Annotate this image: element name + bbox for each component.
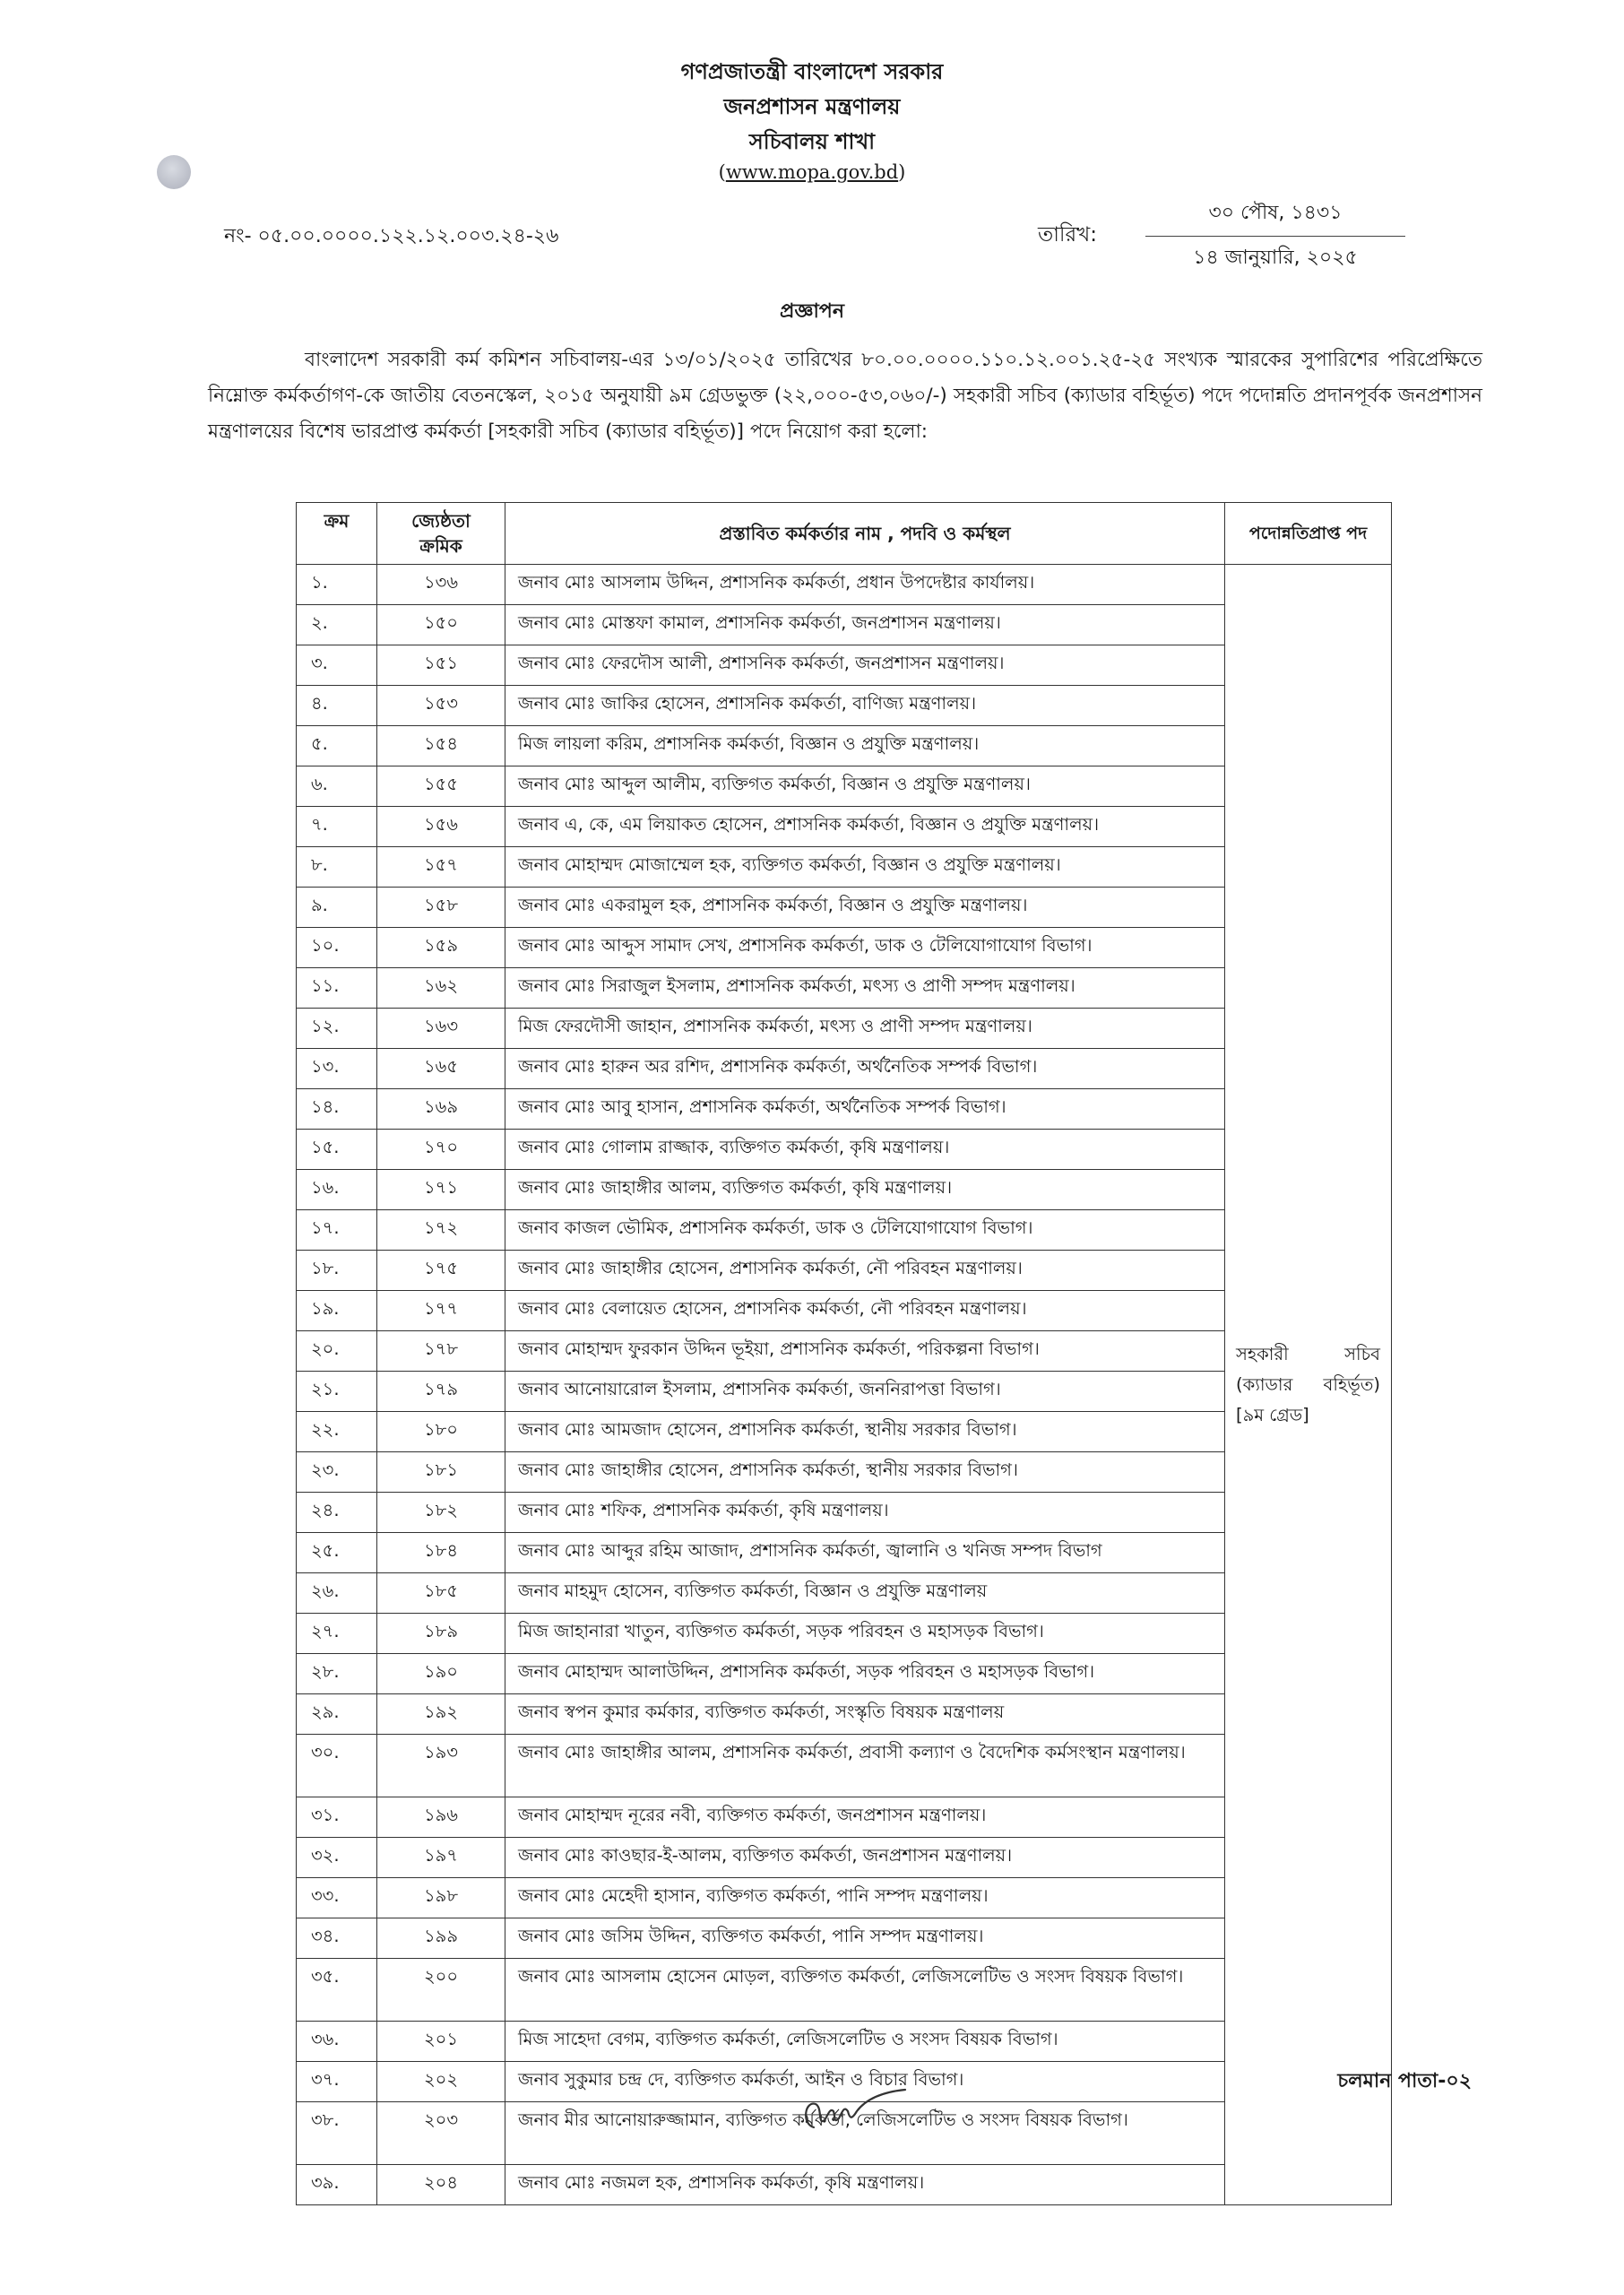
row-details: জনাব মোঃ একরামুল হক, প্রশাসনিক কর্মকর্তা, বিজ্ঞান ও প্রযুক্তি মন্ত্রণালয়। — [505, 888, 1225, 928]
row-seniority: ১৮৯ — [377, 1614, 505, 1654]
row-serial: ৮. — [297, 847, 377, 888]
row-serial: ৫. — [297, 726, 377, 766]
signature — [798, 2084, 914, 2138]
row-seniority: ১৭২ — [377, 1210, 505, 1251]
row-details: মিজ জাহানারা খাতুন, ব্যক্তিগত কর্মকর্তা, সড়ক পরিবহন ও মহাসড়ক বিভাগ। — [505, 1614, 1225, 1654]
row-seniority: ১৯২ — [377, 1694, 505, 1735]
row-details: জনাব মোঃ শফিক, প্রশাসনিক কর্মকর্তা, কৃষি মন্ত্রণালয়। — [505, 1493, 1225, 1533]
row-details: জনাব মাহমুদ হোসেন, ব্যক্তিগত কর্মকর্তা, বিজ্ঞান ও প্রযুক্তি মন্ত্রণালয় — [505, 1573, 1225, 1614]
row-seniority: ১৫৭ — [377, 847, 505, 888]
row-details: জনাব মোঃ আবু হাসান, প্রশাসনিক কর্মকর্তা, অর্থনৈতিক সম্পর্ক বিভাগ। — [505, 1089, 1225, 1130]
row-serial: ৩৩. — [297, 1878, 377, 1918]
row-details: জনাব মীর আনোয়ারুজ্জামান, ব্যক্তিগত কর্মকর্তা, লেজিসলেটিভ ও সংসদ বিষয়ক বিভাগ। — [505, 2102, 1225, 2165]
row-serial: ৯. — [297, 888, 377, 928]
row-serial: ১৭. — [297, 1210, 377, 1251]
row-serial: ৩৫. — [297, 1959, 377, 2022]
row-seniority: ১৮০ — [377, 1412, 505, 1452]
date-bangla: ৩০ পৌষ, ১৪৩১ — [1145, 197, 1405, 237]
row-seniority: ১৭১ — [377, 1170, 505, 1210]
row-seniority: ১৭৮ — [377, 1331, 505, 1372]
row-seniority: ১৮৪ — [377, 1533, 505, 1573]
row-serial: ৩৯. — [297, 2165, 377, 2205]
row-seniority: ১৫১ — [377, 645, 505, 686]
row-details: জনাব মোঃ নজমল হক, প্রশাসনিক কর্মকর্তা, কৃষি মন্ত্রণালয়। — [505, 2165, 1225, 2205]
row-details: জনাব এ, কে, এম লিয়াকত হোসেন, প্রশাসনিক কর্মকর্তা, বিজ্ঞান ও প্রযুক্তি মন্ত্রণালয়। — [505, 807, 1225, 847]
header-seniority: জ্যেষ্ঠতা ক্রমিক — [377, 503, 505, 565]
row-serial: ১৪. — [297, 1089, 377, 1130]
row-serial: ২২. — [297, 1412, 377, 1452]
row-serial: ৬. — [297, 766, 377, 807]
row-seniority: ২০০ — [377, 1959, 505, 2022]
row-serial: ২৯. — [297, 1694, 377, 1735]
row-details: জনাব কাজল ভৌমিক, প্রশাসনিক কর্মকর্তা, ডাক ও টেলিযোগাযোগ বিভাগ। — [505, 1210, 1225, 1251]
row-serial: ১৮. — [297, 1251, 377, 1291]
row-serial: ২৫. — [297, 1533, 377, 1573]
row-details: জনাব মোঃ আব্দুল আলীম, ব্যক্তিগত কর্মকর্তা, বিজ্ঞান ও প্রযুক্তি মন্ত্রণালয়। — [505, 766, 1225, 807]
notice-body: বাংলাদেশ সরকারী কর্ম কমিশন সচিবালয়-এর ১৩/০১/২০২৫ তারিখের ৮০.০০.০০০০.১১০.১২.০০১.২৫-২৫ সংখ্যক স্মারকের সুপারিশের পরিপ্রেক্ষিতে নিম্নোক্ত কর্মকর্তাগণ-কে জাতীয় বেতনস্কেল, ২০১৫ অনুযায়ী ৯ম গ্রেডভুক্ত (২২,০০০-৫৩,০৬০/-) সহকারী সচিব (ক্যাডার বহির্ভূত) পদে পদোন্নতি প্রদানপূর্বক জনপ্রশাসন মন্ত্রণালয়ের বিশেষ ভারপ্রাপ্ত কর্মকর্তা [সহকারী সচিব (ক্যাডার বহির্ভূত)] পদে নিয়োগ করা হলো: — [208, 349, 1482, 443]
notice-title: প্রজ্ঞাপন — [780, 300, 844, 323]
promotion-table — [296, 502, 1392, 2205]
row-seniority: ১৯৮ — [377, 1878, 505, 1918]
row-serial: ২. — [297, 605, 377, 645]
row-serial: ২৩. — [297, 1452, 377, 1493]
row-serial: ১১. — [297, 968, 377, 1009]
row-seniority: ১৬২ — [377, 968, 505, 1009]
row-seniority: ১৮২ — [377, 1493, 505, 1533]
header-serial: ক্রম — [297, 503, 377, 565]
row-details: মিজ লায়লা করিম, প্রশাসনিক কর্মকর্তা, বিজ্ঞান ও প্রযুক্তি মন্ত্রণালয়। — [505, 726, 1225, 766]
row-details: জনাব মোঃ আসলাম হোসেন মোড়ল, ব্যক্তিগত কর্মকর্তা, লেজিসলেটিভ ও সংসদ বিষয়ক বিভাগ। — [505, 1959, 1225, 2022]
row-details: জনাব মোঃ আব্দুর রহিম আজাদ, প্রশাসনিক কর্মকর্তা, জ্বালানি ও খনিজ সম্পদ বিভাগ — [505, 1533, 1225, 1573]
date-block — [1145, 197, 1405, 275]
row-details: জনাব মোঃ জাহাঙ্গীর আলম, ব্যক্তিগত কর্মকর্তা, কৃষি মন্ত্রণালয়। — [505, 1170, 1225, 1210]
row-details: জনাব সুকুমার চন্দ্র দে, ব্যক্তিগত কর্মকর্তা, আইন ও বিচার বিভাগ। — [505, 2062, 1225, 2102]
row-seniority: ১৬৫ — [377, 1049, 505, 1089]
table-row — [297, 565, 1392, 605]
ministry-title: জনপ্রশাসন মন্ত্রণালয় — [723, 94, 901, 119]
row-details: জনাব মোঃ হারুন অর রশিদ, প্রশাসনিক কর্মকর্তা, অর্থনৈতিক সম্পর্ক বিভাগ। — [505, 1049, 1225, 1089]
row-serial: ৭. — [297, 807, 377, 847]
row-serial: ৩১. — [297, 1797, 377, 1838]
row-details: জনাব মোঃ জাকির হোসেন, প্রশাসনিক কর্মকর্তা, বাণিজ্য মন্ত্রণালয়। — [505, 686, 1225, 726]
row-seniority: ২০৩ — [377, 2102, 505, 2165]
website: (www.mopa.gov.bd) — [718, 161, 906, 183]
row-serial: ২৮. — [297, 1654, 377, 1694]
row-details: জনাব মোঃ মোস্তফা কামাল, প্রশাসনিক কর্মকর্তা, জনপ্রশাসন মন্ত্রণালয়। — [505, 605, 1225, 645]
row-details: জনাব মোহাম্মদ আলাউদ্দিন, প্রশাসনিক কর্মকর্তা, সড়ক পরিবহন ও মহাসড়ক বিভাগ। — [505, 1654, 1225, 1694]
row-details: জনাব মোঃ ফেরদৌস আলী, প্রশাসনিক কর্মকর্তা, জনপ্রশাসন মন্ত্রণালয়। — [505, 645, 1225, 686]
row-details: জনাব স্বপন কুমার কর্মকার, ব্যক্তিগত কর্মকর্তা, সংস্কৃতি বিষয়ক মন্ত্রণালয় — [505, 1694, 1225, 1735]
row-details: জনাব মোঃ আব্দুস সামাদ সেখ, প্রশাসনিক কর্মকর্তা, ডাক ও টেলিযোগাযোগ বিভাগ। — [505, 928, 1225, 968]
memo-number: নং- ০৫.০০.০০০০.১২২.১২.০০৩.২৪-২৬ — [224, 225, 559, 247]
row-details: জনাব মোঃ সিরাজুল ইসলাম, প্রশাসনিক কর্মকর্তা, মৎস্য ও প্রাণী সম্পদ মন্ত্রণালয়। — [505, 968, 1225, 1009]
row-seniority: ১৯৩ — [377, 1735, 505, 1797]
row-details: জনাব মোহাম্মদ ফুরকান উদ্দিন ভূইয়া, প্রশাসনিক কর্মকর্তা, পরিকল্পনা বিভাগ। — [505, 1331, 1225, 1372]
row-seniority: ১৭৭ — [377, 1291, 505, 1331]
row-seniority: ২০২ — [377, 2062, 505, 2102]
row-serial: ২৪. — [297, 1493, 377, 1533]
row-seniority: ১৭৯ — [377, 1372, 505, 1412]
row-details: জনাব মোঃ জাহাঙ্গীর হোসেন, প্রশাসনিক কর্মকর্তা, নৌ পরিবহন মন্ত্রণালয়। — [505, 1251, 1225, 1291]
row-details: জনাব মোঃ আমজাদ হোসেন, প্রশাসনিক কর্মকর্তা, স্থানীয় সরকার বিভাগ। — [505, 1412, 1225, 1452]
row-seniority: ১৩৬ — [377, 565, 505, 605]
row-details: জনাব মোঃ কাওছার-ই-আলম, ব্যক্তিগত কর্মকর্তা, জনপ্রশাসন মন্ত্রণালয়। — [505, 1838, 1225, 1878]
row-serial: ১০. — [297, 928, 377, 968]
row-details: জনাব মোঃ জসিম উদ্দিন, ব্যক্তিগত কর্মকর্তা, পানি সম্পদ মন্ত্রণালয়। — [505, 1918, 1225, 1959]
continued-page: চলমান পাতা-০২ — [1337, 2070, 1472, 2092]
row-serial: ৪. — [297, 686, 377, 726]
branch-title: সচিবালয় শাখা — [748, 129, 876, 154]
row-serial: ৩. — [297, 645, 377, 686]
row-seniority: ১৫৫ — [377, 766, 505, 807]
header-details: প্রস্তাবিত কর্মকর্তার নাম , পদবি ও কর্মস্থল — [505, 503, 1225, 565]
gov-title: গণপ্রজাতন্ত্রী বাংলাদেশ সরকার — [680, 59, 944, 84]
row-serial: ৩৪. — [297, 1918, 377, 1959]
row-seniority: ১৯৬ — [377, 1797, 505, 1838]
row-seniority: ১৯৭ — [377, 1838, 505, 1878]
row-serial: ১৩. — [297, 1049, 377, 1089]
row-details: জনাব মোঃ আসলাম উদ্দিন, প্রশাসনিক কর্মকর্তা, প্রধান উপদেষ্টার কার্যালয়। — [505, 565, 1225, 605]
website-link[interactable]: www.mopa.gov.bd — [725, 161, 899, 183]
row-serial: ২১. — [297, 1372, 377, 1412]
header-promoted-post: পদোন্নতিপ্রাপ্ত পদ — [1225, 503, 1392, 565]
row-details: জনাব মোঃ জাহাঙ্গীর আলম, প্রশাসনিক কর্মকর্তা, প্রবাসী কল্যাণ ও বৈদেশিক কর্মসংস্থান মন্ত্রণালয়। — [505, 1735, 1225, 1797]
date-gregorian: ১৪ জানুয়ারি, ২০২৫ — [1193, 247, 1358, 269]
row-serial: ৩৮. — [297, 2102, 377, 2165]
row-serial: ২৭. — [297, 1614, 377, 1654]
row-serial: ৩০. — [297, 1735, 377, 1797]
row-details: জনাব মোহাম্মদ নূরের নবী, ব্যক্তিগত কর্মকর্তা, জনপ্রশাসন মন্ত্রণালয়। — [505, 1797, 1225, 1838]
row-seniority: ১৯৯ — [377, 1918, 505, 1959]
row-seniority: ১৫০ — [377, 605, 505, 645]
table-body — [297, 565, 1392, 2205]
row-seniority: ১৮১ — [377, 1452, 505, 1493]
row-seniority: ১৫৬ — [377, 807, 505, 847]
row-details: মিজ ফেরদৌসী জাহান, প্রশাসনিক কর্মকর্তা, মৎস্য ও প্রাণী সম্পদ মন্ত্রণালয়। — [505, 1009, 1225, 1049]
row-serial: ১২. — [297, 1009, 377, 1049]
row-serial: ১৫. — [297, 1130, 377, 1170]
row-seniority: ১৬৩ — [377, 1009, 505, 1049]
row-details: মিজ সাহেদা বেগম, ব্যক্তিগত কর্মকর্তা, লেজিসলেটিভ ও সংসদ বিষয়ক বিভাগ। — [505, 2022, 1225, 2062]
row-details: জনাব মোঃ বেলায়েত হোসেন, প্রশাসনিক কর্মকর্তা, নৌ পরিবহন মন্ত্রণালয়। — [505, 1291, 1225, 1331]
row-serial: ২০. — [297, 1331, 377, 1372]
row-seniority: ১৯০ — [377, 1654, 505, 1694]
row-serial: ১৬. — [297, 1170, 377, 1210]
row-seniority: ১৬৯ — [377, 1089, 505, 1130]
date-label: তারিখ: — [1038, 223, 1098, 247]
row-seniority: ১৫৪ — [377, 726, 505, 766]
row-details: জনাব মোঃ মেহেদী হাসান, ব্যক্তিগত কর্মকর্তা, পানি সম্পদ মন্ত্রণালয়। — [505, 1878, 1225, 1918]
row-details: জনাব মোহাম্মদ মোজাম্মেল হক, ব্যক্তিগত কর্মকর্তা, বিজ্ঞান ও প্রযুক্তি মন্ত্রণালয়। — [505, 847, 1225, 888]
row-serial: ৩৬. — [297, 2022, 377, 2062]
row-details: জনাব মোঃ জাহাঙ্গীর হোসেন, প্রশাসনিক কর্মকর্তা, স্থানীয় সরকার বিভাগ। — [505, 1452, 1225, 1493]
row-serial: ২৬. — [297, 1573, 377, 1614]
row-seniority: ১৫৯ — [377, 928, 505, 968]
row-seniority: ২০৪ — [377, 2165, 505, 2205]
table-header-row — [297, 503, 1392, 565]
promoted-post: সহকারী সচিব (ক্যাডার বহির্ভূত) [৯ম গ্রেড] — [1225, 565, 1392, 2205]
row-seniority: ১৮৫ — [377, 1573, 505, 1614]
row-seniority: ১৭০ — [377, 1130, 505, 1170]
row-details: জনাব মোঃ গোলাম রাজ্জাক, ব্যক্তিগত কর্মকর্তা, কৃষি মন্ত্রণালয়। — [505, 1130, 1225, 1170]
row-seniority: ১৫৮ — [377, 888, 505, 928]
row-details: জনাব আনোয়ারোল ইসলাম, প্রশাসনিক কর্মকর্তা, জননিরাপত্তা বিভাগ। — [505, 1372, 1225, 1412]
row-seniority: ১৭৫ — [377, 1251, 505, 1291]
row-serial: ১. — [297, 565, 377, 605]
row-serial: ৩২. — [297, 1838, 377, 1878]
row-serial: ৩৭. — [297, 2062, 377, 2102]
row-seniority: ১৫৩ — [377, 686, 505, 726]
row-serial: ১৯. — [297, 1291, 377, 1331]
row-seniority: ২০১ — [377, 2022, 505, 2062]
